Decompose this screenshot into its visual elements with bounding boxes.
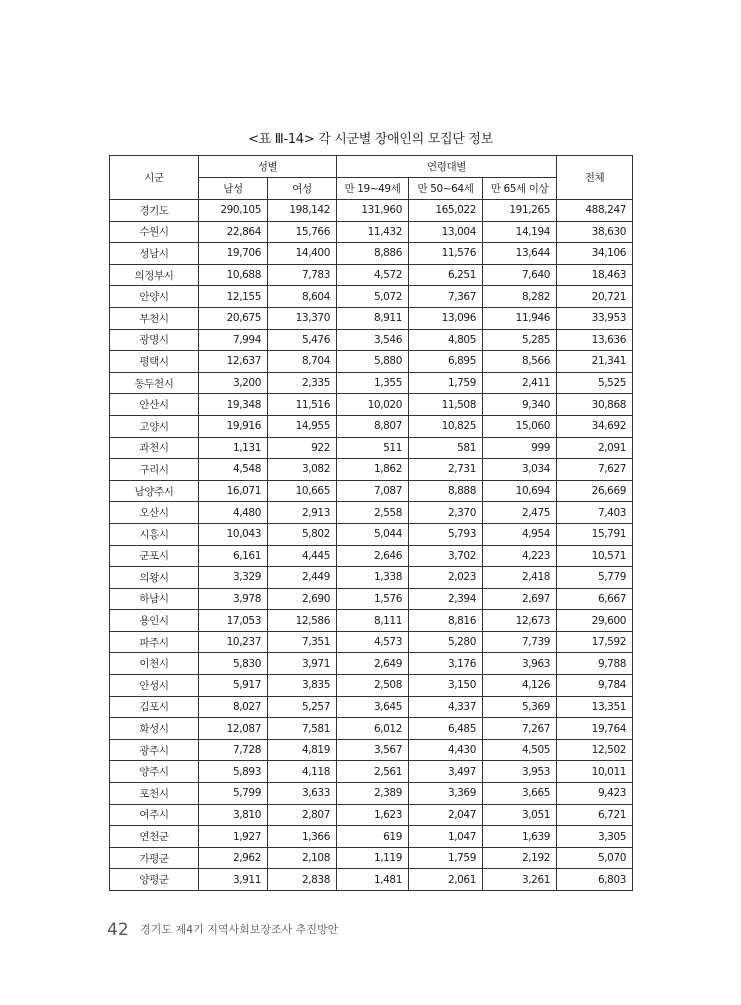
cell-region: 김포시: [110, 696, 199, 718]
table-row: [110, 351, 633, 373]
table-row: [110, 804, 633, 826]
cell-total: 13,636: [557, 329, 633, 351]
cell-region: 광명시: [110, 329, 199, 351]
cell-female: 5,476: [268, 329, 337, 351]
cell-male: 3,329: [199, 567, 268, 589]
cell-age-19-49: 3,645: [337, 696, 409, 718]
cell-age-65-plus: 4,954: [483, 523, 557, 545]
cell-female: 10,665: [268, 480, 337, 502]
cell-female: 2,838: [268, 869, 337, 891]
header-female: 여성: [268, 178, 337, 200]
cell-age-19-49: 2,646: [337, 545, 409, 567]
cell-total: 5,070: [557, 847, 633, 869]
cell-age-19-49: 10,020: [337, 394, 409, 416]
cell-total: 7,627: [557, 459, 633, 481]
cell-age-50-64: 6,485: [409, 718, 483, 740]
cell-age-19-49: 3,567: [337, 739, 409, 761]
table-row: [110, 567, 633, 589]
cell-male: 3,978: [199, 588, 268, 610]
cell-male: 5,830: [199, 653, 268, 675]
cell-region: 양평군: [110, 869, 199, 891]
cell-male: 4,480: [199, 502, 268, 524]
cell-age-50-64: 13,004: [409, 221, 483, 243]
footer-title: 경기도 제4기 지역사회보장조사 추진방안: [140, 923, 339, 936]
cell-age-19-49: 11,432: [337, 221, 409, 243]
cell-female: 2,690: [268, 588, 337, 610]
cell-male: 10,688: [199, 264, 268, 286]
cell-female: 15,766: [268, 221, 337, 243]
cell-region: 광주시: [110, 739, 199, 761]
cell-age-50-64: 1,759: [409, 847, 483, 869]
cell-age-19-49: 2,389: [337, 783, 409, 805]
cell-male: 10,237: [199, 631, 268, 653]
cell-region: 화성시: [110, 718, 199, 740]
cell-male: 1,131: [199, 437, 268, 459]
cell-age-65-plus: 15,060: [483, 415, 557, 437]
cell-age-50-64: 5,793: [409, 523, 483, 545]
cell-total: 5,525: [557, 372, 633, 394]
cell-age-50-64: 8,816: [409, 610, 483, 632]
table-row: [110, 243, 633, 265]
header-row-top: [110, 156, 633, 178]
cell-age-65-plus: 11,946: [483, 307, 557, 329]
cell-region: 이천시: [110, 653, 199, 675]
cell-female: 1,366: [268, 826, 337, 848]
table-row: [110, 761, 633, 783]
cell-male: 19,706: [199, 243, 268, 265]
cell-age-65-plus: 10,694: [483, 480, 557, 502]
cell-male: 6,161: [199, 545, 268, 567]
cell-age-19-49: 1,355: [337, 372, 409, 394]
cell-region: 포천시: [110, 783, 199, 805]
cell-age-19-49: 2,649: [337, 653, 409, 675]
cell-male: 7,994: [199, 329, 268, 351]
table-row: [110, 523, 633, 545]
cell-female: 14,955: [268, 415, 337, 437]
cell-region: 시흥시: [110, 523, 199, 545]
cell-female: 3,835: [268, 675, 337, 697]
cell-region: 구리시: [110, 459, 199, 481]
header-age-group: 연령대별: [337, 156, 557, 178]
cell-female: 11,516: [268, 394, 337, 416]
cell-region: 경기도: [110, 200, 199, 222]
table-caption: <표 Ⅲ-14> 각 시군별 장애인의 모집단 정보: [248, 132, 493, 147]
cell-age-50-64: 1,047: [409, 826, 483, 848]
cell-region: 군포시: [110, 545, 199, 567]
cell-female: 2,449: [268, 567, 337, 589]
cell-age-65-plus: 9,340: [483, 394, 557, 416]
cell-age-50-64: 3,369: [409, 783, 483, 805]
cell-age-50-64: 2,023: [409, 567, 483, 589]
table-row: [110, 545, 633, 567]
cell-total: 33,953: [557, 307, 633, 329]
cell-total: 10,571: [557, 545, 633, 567]
cell-age-50-64: 2,061: [409, 869, 483, 891]
cell-region: 과천시: [110, 437, 199, 459]
table-row: [110, 502, 633, 524]
cell-female: 5,802: [268, 523, 337, 545]
cell-age-19-49: 1,481: [337, 869, 409, 891]
header-male: 남성: [199, 178, 268, 200]
cell-region: 의정부시: [110, 264, 199, 286]
cell-total: 2,091: [557, 437, 633, 459]
cell-female: 14,400: [268, 243, 337, 265]
cell-total: 12,502: [557, 739, 633, 761]
cell-total: 34,692: [557, 415, 633, 437]
cell-age-65-plus: 3,034: [483, 459, 557, 481]
cell-total: 7,403: [557, 502, 633, 524]
cell-male: 1,927: [199, 826, 268, 848]
cell-region: 양주시: [110, 761, 199, 783]
cell-male: 16,071: [199, 480, 268, 502]
cell-age-65-plus: 7,640: [483, 264, 557, 286]
cell-age-65-plus: 2,697: [483, 588, 557, 610]
cell-age-19-49: 7,087: [337, 480, 409, 502]
cell-total: 3,305: [557, 826, 633, 848]
table-row: [110, 394, 633, 416]
cell-age-19-49: 2,558: [337, 502, 409, 524]
cell-male: 7,728: [199, 739, 268, 761]
cell-age-50-64: 6,251: [409, 264, 483, 286]
cell-age-65-plus: 5,285: [483, 329, 557, 351]
cell-total: 10,011: [557, 761, 633, 783]
cell-female: 3,082: [268, 459, 337, 481]
table-row: [110, 718, 633, 740]
cell-age-65-plus: 13,644: [483, 243, 557, 265]
cell-total: 6,667: [557, 588, 633, 610]
cell-total: 17,592: [557, 631, 633, 653]
cell-female: 4,819: [268, 739, 337, 761]
table-row: [110, 307, 633, 329]
cell-female: 3,971: [268, 653, 337, 675]
table-row: [110, 675, 633, 697]
cell-age-50-64: 4,337: [409, 696, 483, 718]
cell-female: 7,581: [268, 718, 337, 740]
cell-age-65-plus: 5,369: [483, 696, 557, 718]
cell-total: 18,463: [557, 264, 633, 286]
cell-age-19-49: 619: [337, 826, 409, 848]
cell-age-50-64: 7,367: [409, 286, 483, 308]
table-row: [110, 372, 633, 394]
cell-region: 안성시: [110, 675, 199, 697]
cell-region: 고양시: [110, 415, 199, 437]
cell-male: 5,893: [199, 761, 268, 783]
cell-age-65-plus: 7,739: [483, 631, 557, 653]
cell-age-19-49: 1,862: [337, 459, 409, 481]
cell-male: 19,348: [199, 394, 268, 416]
cell-total: 38,630: [557, 221, 633, 243]
cell-age-65-plus: 14,194: [483, 221, 557, 243]
cell-total: 13,351: [557, 696, 633, 718]
cell-male: 10,043: [199, 523, 268, 545]
cell-age-19-49: 1,623: [337, 804, 409, 826]
cell-age-50-64: 581: [409, 437, 483, 459]
cell-region: 부천시: [110, 307, 199, 329]
cell-age-19-49: 2,561: [337, 761, 409, 783]
cell-age-65-plus: 8,282: [483, 286, 557, 308]
cell-age-19-49: 1,119: [337, 847, 409, 869]
cell-female: 8,604: [268, 286, 337, 308]
table-row: [110, 437, 633, 459]
table-row: [110, 588, 633, 610]
cell-age-50-64: 2,370: [409, 502, 483, 524]
cell-total: 5,779: [557, 567, 633, 589]
cell-male: 290,105: [199, 200, 268, 222]
cell-male: 4,548: [199, 459, 268, 481]
table-row: [110, 696, 633, 718]
cell-region: 연천군: [110, 826, 199, 848]
table-row: [110, 459, 633, 481]
cell-age-65-plus: 999: [483, 437, 557, 459]
cell-age-50-64: 5,280: [409, 631, 483, 653]
cell-male: 20,675: [199, 307, 268, 329]
cell-female: 13,370: [268, 307, 337, 329]
table-row: [110, 286, 633, 308]
cell-total: 19,764: [557, 718, 633, 740]
cell-age-65-plus: 7,267: [483, 718, 557, 740]
header-age-19-49: 만 19~49세: [337, 178, 409, 200]
cell-male: 3,200: [199, 372, 268, 394]
page-number: 42: [107, 920, 129, 940]
cell-age-50-64: 3,702: [409, 545, 483, 567]
cell-age-65-plus: 2,411: [483, 372, 557, 394]
cell-female: 12,586: [268, 610, 337, 632]
cell-male: 5,917: [199, 675, 268, 697]
cell-male: 12,637: [199, 351, 268, 373]
cell-region: 남양주시: [110, 480, 199, 502]
cell-age-50-64: 4,805: [409, 329, 483, 351]
cell-region: 수원시: [110, 221, 199, 243]
cell-total: 9,788: [557, 653, 633, 675]
cell-male: 19,916: [199, 415, 268, 437]
cell-age-50-64: 11,508: [409, 394, 483, 416]
cell-region: 평택시: [110, 351, 199, 373]
cell-male: 12,155: [199, 286, 268, 308]
cell-male: 12,087: [199, 718, 268, 740]
cell-age-50-64: 2,047: [409, 804, 483, 826]
cell-age-19-49: 511: [337, 437, 409, 459]
cell-female: 7,783: [268, 264, 337, 286]
header-region: 시군: [110, 156, 199, 200]
cell-female: 4,118: [268, 761, 337, 783]
cell-age-50-64: 3,176: [409, 653, 483, 675]
cell-age-50-64: 4,430: [409, 739, 483, 761]
cell-total: 6,803: [557, 869, 633, 891]
cell-age-65-plus: 191,265: [483, 200, 557, 222]
cell-female: 2,913: [268, 502, 337, 524]
table-row: [110, 221, 633, 243]
cell-region: 의왕시: [110, 567, 199, 589]
table-row: [110, 739, 633, 761]
cell-female: 922: [268, 437, 337, 459]
table-row: [110, 610, 633, 632]
cell-male: 17,053: [199, 610, 268, 632]
cell-region: 성남시: [110, 243, 199, 265]
header-gender-group: 성별: [199, 156, 337, 178]
cell-age-19-49: 8,807: [337, 415, 409, 437]
table-row: [110, 480, 633, 502]
header-total: 전체: [557, 156, 633, 200]
cell-age-19-49: 131,960: [337, 200, 409, 222]
cell-region: 안양시: [110, 286, 199, 308]
cell-age-50-64: 3,497: [409, 761, 483, 783]
cell-age-19-49: 5,880: [337, 351, 409, 373]
cell-age-50-64: 3,150: [409, 675, 483, 697]
cell-total: 21,341: [557, 351, 633, 373]
cell-total: 34,106: [557, 243, 633, 265]
table-body: [110, 200, 633, 891]
cell-region: 하남시: [110, 588, 199, 610]
cell-total: 30,868: [557, 394, 633, 416]
table-row: [110, 826, 633, 848]
cell-total: 26,669: [557, 480, 633, 502]
cell-total: 9,423: [557, 783, 633, 805]
cell-female: 2,335: [268, 372, 337, 394]
cell-male: 3,911: [199, 869, 268, 891]
page-footer: [107, 920, 338, 940]
cell-total: 488,247: [557, 200, 633, 222]
cell-age-50-64: 165,022: [409, 200, 483, 222]
cell-age-19-49: 8,111: [337, 610, 409, 632]
cell-age-19-49: 8,886: [337, 243, 409, 265]
header-age-65-plus: 만 65세 이상: [483, 178, 557, 200]
table-row: [110, 653, 633, 675]
cell-male: 8,027: [199, 696, 268, 718]
cell-age-19-49: 5,072: [337, 286, 409, 308]
cell-age-65-plus: 4,505: [483, 739, 557, 761]
cell-region: 가평군: [110, 847, 199, 869]
cell-age-19-49: 3,546: [337, 329, 409, 351]
cell-age-50-64: 11,576: [409, 243, 483, 265]
cell-female: 8,704: [268, 351, 337, 373]
cell-age-19-49: 6,012: [337, 718, 409, 740]
cell-age-50-64: 2,394: [409, 588, 483, 610]
cell-total: 9,784: [557, 675, 633, 697]
cell-age-50-64: 1,759: [409, 372, 483, 394]
cell-age-65-plus: 12,673: [483, 610, 557, 632]
population-table: [109, 155, 633, 891]
cell-age-50-64: 6,895: [409, 351, 483, 373]
cell-age-65-plus: 4,126: [483, 675, 557, 697]
cell-age-65-plus: 2,475: [483, 502, 557, 524]
table-row: [110, 264, 633, 286]
cell-age-19-49: 2,508: [337, 675, 409, 697]
cell-total: 15,791: [557, 523, 633, 545]
table-row: [110, 631, 633, 653]
cell-female: 4,445: [268, 545, 337, 567]
cell-age-65-plus: 8,566: [483, 351, 557, 373]
cell-total: 20,721: [557, 286, 633, 308]
cell-male: 3,810: [199, 804, 268, 826]
table-row: [110, 869, 633, 891]
cell-age-65-plus: 3,953: [483, 761, 557, 783]
cell-region: 동두천시: [110, 372, 199, 394]
cell-age-65-plus: 2,192: [483, 847, 557, 869]
cell-female: 3,633: [268, 783, 337, 805]
cell-age-65-plus: 3,051: [483, 804, 557, 826]
cell-female: 2,807: [268, 804, 337, 826]
cell-female: 5,257: [268, 696, 337, 718]
cell-age-19-49: 8,911: [337, 307, 409, 329]
cell-age-65-plus: 2,418: [483, 567, 557, 589]
cell-age-19-49: 4,572: [337, 264, 409, 286]
cell-age-50-64: 2,731: [409, 459, 483, 481]
cell-age-19-49: 4,573: [337, 631, 409, 653]
cell-male: 22,864: [199, 221, 268, 243]
cell-age-65-plus: 3,665: [483, 783, 557, 805]
cell-age-50-64: 13,096: [409, 307, 483, 329]
table-row: [110, 415, 633, 437]
cell-age-50-64: 10,825: [409, 415, 483, 437]
cell-female: 2,108: [268, 847, 337, 869]
cell-age-65-plus: 3,963: [483, 653, 557, 675]
table-row: [110, 783, 633, 805]
table-row: [110, 200, 633, 222]
cell-female: 7,351: [268, 631, 337, 653]
cell-age-65-plus: 1,639: [483, 826, 557, 848]
cell-region: 오산시: [110, 502, 199, 524]
cell-male: 2,962: [199, 847, 268, 869]
cell-male: 5,799: [199, 783, 268, 805]
cell-age-19-49: 5,044: [337, 523, 409, 545]
cell-region: 여주시: [110, 804, 199, 826]
table-row: [110, 847, 633, 869]
cell-age-19-49: 1,576: [337, 588, 409, 610]
cell-region: 파주시: [110, 631, 199, 653]
cell-age-19-49: 1,338: [337, 567, 409, 589]
table-row: [110, 329, 633, 351]
cell-total: 29,600: [557, 610, 633, 632]
cell-age-65-plus: 4,223: [483, 545, 557, 567]
cell-female: 198,142: [268, 200, 337, 222]
header-age-50-64: 만 50~64세: [409, 178, 483, 200]
cell-region: 안산시: [110, 394, 199, 416]
cell-region: 용인시: [110, 610, 199, 632]
cell-age-50-64: 8,888: [409, 480, 483, 502]
cell-total: 6,721: [557, 804, 633, 826]
cell-age-65-plus: 3,261: [483, 869, 557, 891]
